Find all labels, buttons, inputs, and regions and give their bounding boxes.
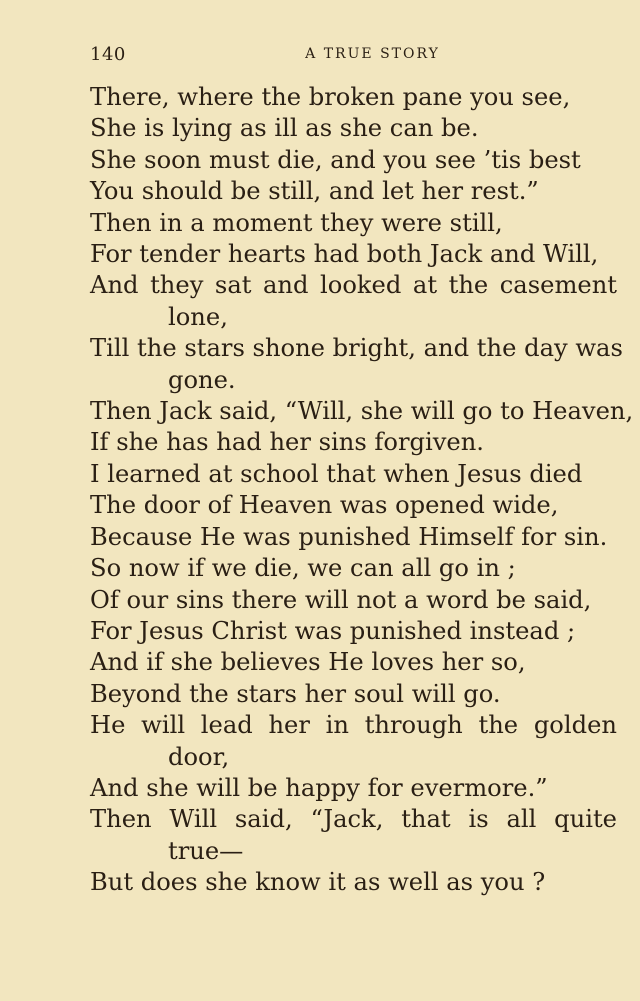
- poem-line: You should be still, and let her rest.”: [90, 177, 539, 206]
- page-number: 140: [90, 44, 126, 65]
- poem-line: She soon must die, and you see ’tis best: [90, 145, 581, 174]
- page-header: [90, 44, 615, 68]
- poem-line: And if she believes He loves her so,: [90, 648, 526, 677]
- poem-line: I learned at school that when Jesus died: [90, 459, 583, 488]
- poem-line: Because He was punished Himself for sin.: [90, 522, 608, 551]
- poem-line: The door of Heaven was opened wide,: [90, 491, 559, 520]
- poem-line-continuation: lone,: [168, 302, 228, 331]
- poem-line: Of our sins there will not a word be said,: [90, 585, 592, 614]
- poem-line: And they sat and looked at the casement: [90, 271, 617, 300]
- poem-text: [90, 82, 634, 899]
- poem-line: Then Jack said, “Will, she will go to Heaven,: [90, 397, 634, 426]
- poem-line: If she has had her sins forgiven.: [90, 428, 484, 457]
- poem-line-continuation: true—: [168, 836, 244, 865]
- poem-line-continuation: door,: [168, 742, 230, 771]
- poem-line: Till the stars shone bright, and the day was: [90, 334, 623, 363]
- poem-line: Then Will said, “Jack, that is all quite: [90, 805, 617, 834]
- running-title: A TRUE STORY: [305, 46, 440, 62]
- poem-line: So now if we die, we can all go in ;: [90, 554, 516, 583]
- poem-line-continuation: gone.: [168, 365, 236, 394]
- poem-line: There, where the broken pane you see,: [90, 83, 571, 111]
- poem-line: And she will be happy for evermore.”: [90, 773, 548, 802]
- poem-line: He will lead her in through the golden: [90, 711, 617, 740]
- poem-line: For tender hearts had both Jack and Will,: [90, 240, 599, 269]
- poem-line: For Jesus Christ was punished instead ;: [90, 616, 576, 645]
- poem-line: Beyond the stars her soul will go.: [90, 679, 501, 708]
- poem-line: She is lying as ill as she can be.: [90, 114, 479, 143]
- poem-line: But does she know it as well as you ?: [90, 868, 546, 897]
- poem-line: Then in a moment they were still,: [90, 208, 503, 237]
